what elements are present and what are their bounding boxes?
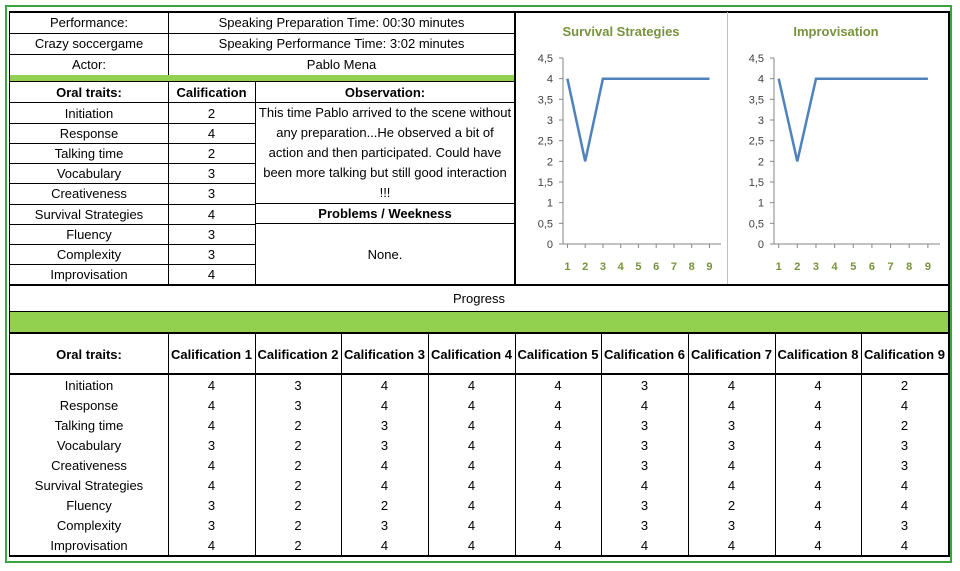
grid-line (9, 11, 10, 285)
trait-name: Initiation (64, 105, 114, 121)
x-tick-label: 4 (617, 261, 624, 273)
chart-title: Improvisation (793, 24, 879, 39)
trait-name: Response (59, 125, 119, 141)
progress-cell: 3 (380, 517, 389, 533)
progress-cell: 4 (727, 397, 736, 413)
y-tick-label: 4,5 (748, 53, 764, 65)
progress-cell: 4 (467, 517, 476, 533)
progress-cell: 4 (467, 497, 476, 513)
progress-cell: 4 (727, 457, 736, 473)
grid-line (255, 223, 515, 224)
trait-name: Talking time (54, 145, 124, 161)
progress-cell: 4 (900, 497, 909, 513)
grid-line (9, 102, 515, 103)
grid-line (168, 12, 169, 75)
y-tick-label: 1,5 (748, 177, 764, 189)
grid-line (168, 333, 169, 556)
x-tick-label: 9 (924, 261, 931, 273)
trait-name: Fluency (66, 226, 112, 242)
performance-label: Performance: (49, 15, 129, 30)
x-tick-label: 1 (564, 261, 571, 273)
y-tick-label: 3,5 (748, 94, 764, 107)
progress-cell: 4 (467, 477, 476, 493)
grid-line (255, 333, 256, 556)
progress-cell: 3 (727, 517, 736, 533)
y-tick-label: 1 (546, 197, 553, 210)
y-tick-label: 1,5 (537, 177, 553, 189)
x-tick-label: 8 (906, 261, 913, 273)
series-line (779, 79, 928, 162)
x-tick-label: 2 (794, 261, 801, 273)
trait-name: Complexity (56, 246, 122, 262)
progress-cell: 4 (727, 377, 736, 393)
grid-line (168, 82, 169, 284)
performance-value: Crazy soccergame (34, 36, 144, 51)
x-tick-label: 1 (775, 261, 782, 273)
x-tick-label: 7 (670, 261, 678, 273)
grid-line (601, 333, 602, 556)
progress-col-header: Calification 4 (431, 346, 512, 362)
progress-cell: 4 (814, 477, 822, 493)
progress-cell: 4 (207, 477, 216, 493)
progress-cell: 3 (380, 437, 389, 453)
progress-cell: 4 (554, 517, 562, 533)
progress-col-header: Calification 8 (777, 346, 859, 362)
progress-cell: 3 (900, 457, 909, 473)
progress-cell: 2 (900, 377, 909, 393)
progress-cell: 4 (380, 537, 389, 553)
progress-cell: 3 (640, 417, 649, 433)
progress-cell: 4 (207, 417, 216, 433)
progress-cell: 4 (467, 417, 476, 433)
y-tick-label: 2,5 (748, 135, 764, 148)
trait-calification: 4 (207, 125, 216, 141)
chart-title: Survival Strategies (562, 24, 680, 39)
grid-line (9, 54, 515, 55)
series-line (567, 79, 709, 162)
x-tick-label: 8 (688, 261, 695, 273)
trait-name: Vocabulary (56, 165, 122, 181)
progress-row-trait: Fluency (66, 497, 112, 513)
progress-col-header: Calification 9 (864, 346, 945, 362)
progress-col-header: Calification 1 (171, 346, 252, 362)
col-header-observation: Observation: (344, 84, 426, 100)
y-tick-label: 3,5 (537, 94, 553, 107)
actor-label: Actor: (72, 57, 106, 72)
x-tick-label: 3 (812, 261, 820, 273)
grid-line (775, 333, 776, 556)
progress-col-header: Calification 2 (257, 346, 339, 362)
progress-cell: 3 (727, 437, 736, 453)
progress-cell: 4 (727, 477, 736, 493)
progress-cell: 2 (294, 477, 302, 493)
x-tick-label: 9 (706, 261, 713, 273)
y-tick-label: 2 (757, 156, 764, 169)
y-tick-label: 1 (757, 197, 764, 210)
col-header-trait: Oral traits: (56, 84, 122, 100)
trait-calification: 3 (207, 226, 216, 242)
progress-cell: 4 (900, 477, 909, 493)
trait-calification: 3 (207, 246, 216, 262)
actor-value: Pablo Mena (306, 57, 377, 72)
progress-row-trait: Improvisation (50, 537, 128, 553)
progress-cell: 4 (207, 377, 216, 393)
y-tick-label: 0 (757, 239, 764, 251)
trait-calification: 3 (207, 185, 216, 201)
chart-improvisation (728, 13, 947, 283)
progress-cell: 4 (814, 537, 822, 553)
trait-calification: 3 (207, 165, 216, 181)
progress-cell: 3 (640, 437, 649, 453)
progress-cell: 3 (294, 397, 302, 413)
progress-cell: 4 (900, 397, 909, 413)
progress-cell: 3 (900, 517, 909, 533)
progress-cell: 2 (294, 497, 302, 513)
progress-col-header: Calification 5 (517, 346, 599, 362)
progress-cell: 3 (380, 417, 389, 433)
grid-line (255, 82, 256, 284)
performance-time: Speaking Performance Time: 3:02 minutes (218, 36, 465, 51)
progress-cell: 4 (467, 457, 476, 473)
trait-name: Creativeness (51, 185, 127, 201)
grid-line (688, 333, 689, 556)
progress-cell: 4 (554, 497, 562, 513)
x-tick-label: 7 (887, 261, 894, 273)
problems-header: Problems / Weekness (318, 205, 452, 221)
y-tick-label: 0,5 (537, 218, 553, 231)
progress-cell: 4 (814, 437, 822, 453)
x-tick-label: 2 (582, 261, 589, 273)
progress-cell: 3 (207, 437, 216, 453)
grid-line (515, 333, 516, 556)
trait-calification: 4 (207, 266, 216, 282)
grid-line (9, 373, 950, 375)
y-tick-label: 0,5 (748, 218, 764, 231)
x-tick-label: 3 (599, 261, 607, 273)
trait-calification: 2 (207, 105, 216, 121)
progress-cell: 4 (554, 437, 562, 453)
progress-cell: 3 (207, 517, 216, 533)
y-tick-label: 3 (757, 115, 764, 127)
col-header-calification: Calification (176, 84, 247, 100)
y-tick-label: 0 (546, 239, 553, 251)
chart-survival-strategies-svg (516, 13, 726, 283)
progress-cell: 4 (554, 537, 562, 553)
progress-cell: 4 (814, 517, 822, 533)
x-tick-label: 6 (653, 261, 660, 273)
progress-cell: 3 (640, 377, 649, 393)
chart-improvisation-svg (728, 13, 947, 283)
grid-line (9, 284, 10, 556)
progress-cell: 3 (727, 417, 736, 433)
progress-cell: 4 (814, 457, 822, 473)
grid-line (428, 333, 429, 556)
progress-col-header: Calification 6 (604, 346, 685, 362)
border-line (9, 555, 950, 557)
green-band (10, 312, 948, 332)
progress-cell: 3 (640, 517, 649, 533)
progress-cell: 4 (554, 417, 562, 433)
progress-cell: 2 (294, 537, 302, 553)
y-tick-label: 4 (757, 73, 764, 86)
grid-line (255, 203, 515, 204)
trait-calification: 4 (207, 206, 216, 222)
progress-cell: 2 (294, 417, 302, 433)
progress-cell: 4 (207, 457, 216, 473)
progress-cell: 3 (207, 497, 216, 513)
y-tick-label: 4 (546, 73, 553, 86)
progress-col-header: Calification 3 (344, 346, 425, 362)
x-tick-label: 4 (831, 261, 838, 273)
progress-cell: 2 (727, 497, 736, 513)
progress-row-trait: Creativeness (51, 457, 127, 473)
x-tick-label: 5 (635, 261, 642, 273)
progress-cell: 3 (640, 457, 649, 473)
progress-row-trait: Complexity (56, 517, 122, 533)
progress-cell: 3 (900, 437, 909, 453)
progress-cell: 2 (294, 517, 302, 533)
trait-calification: 2 (207, 145, 216, 161)
progress-row-trait: Vocabulary (56, 437, 122, 453)
progress-row-trait: Survival Strategies (34, 477, 144, 493)
progress-cell: 4 (727, 537, 736, 553)
grid-line (861, 333, 862, 556)
progress-cell: 4 (380, 457, 389, 473)
progress-cell: 4 (207, 537, 216, 553)
progress-cell: 3 (640, 497, 649, 513)
progress-cell: 4 (814, 377, 822, 393)
progress-cell: 4 (467, 537, 476, 553)
progress-cell: 4 (467, 437, 476, 453)
progress-cell: 4 (554, 477, 562, 493)
progress-row-trait: Initiation (64, 377, 114, 393)
progress-cell: 4 (554, 377, 562, 393)
progress-cell: 4 (814, 417, 822, 433)
progress-label: Progress (452, 291, 506, 306)
progress-cell: 4 (900, 537, 909, 553)
chart-survival-strategies (516, 13, 726, 283)
x-tick-label: 5 (850, 261, 857, 273)
y-tick-label: 3 (546, 115, 553, 127)
progress-col-header-trait: Oral traits: (56, 346, 122, 362)
progress-cell: 4 (467, 377, 476, 393)
y-tick-label: 4,5 (537, 53, 553, 65)
progress-col-header: Calification 7 (691, 346, 772, 362)
progress-cell: 4 (640, 477, 649, 493)
trait-name: Survival Strategies (34, 206, 144, 222)
progress-cell: 2 (900, 417, 909, 433)
grid-line (341, 333, 342, 556)
x-tick-label: 6 (868, 261, 875, 273)
preparation-time: Speaking Preparation Time: 00:30 minutes (218, 15, 465, 30)
progress-cell: 2 (380, 497, 389, 513)
progress-cell: 4 (207, 397, 216, 413)
y-tick-label: 2 (546, 156, 553, 169)
progress-cell: 2 (294, 457, 302, 473)
progress-cell: 4 (554, 457, 562, 473)
trait-name: Improvisation (50, 266, 128, 282)
progress-cell: 4 (554, 397, 562, 413)
progress-cell: 4 (380, 477, 389, 493)
problems-value: None. (367, 246, 403, 262)
progress-cell: 4 (380, 377, 389, 393)
progress-cell: 3 (294, 377, 302, 393)
observation-text: This time Pablo arrived to the scene without any preparation...He observed a bit of action and then participated. Could have been more talking but still good interaction !!! (258, 105, 512, 200)
progress-cell: 4 (380, 397, 389, 413)
progress-cell: 2 (294, 437, 302, 453)
progress-cell: 4 (640, 537, 649, 553)
progress-cell: 4 (814, 497, 822, 513)
progress-cell: 4 (640, 397, 649, 413)
progress-cell: 4 (467, 397, 476, 413)
progress-cell: 4 (814, 397, 822, 413)
progress-row-trait: Talking time (54, 417, 124, 433)
y-tick-label: 2,5 (537, 135, 553, 148)
progress-row-trait: Response (59, 397, 119, 413)
grid-line (9, 33, 515, 34)
